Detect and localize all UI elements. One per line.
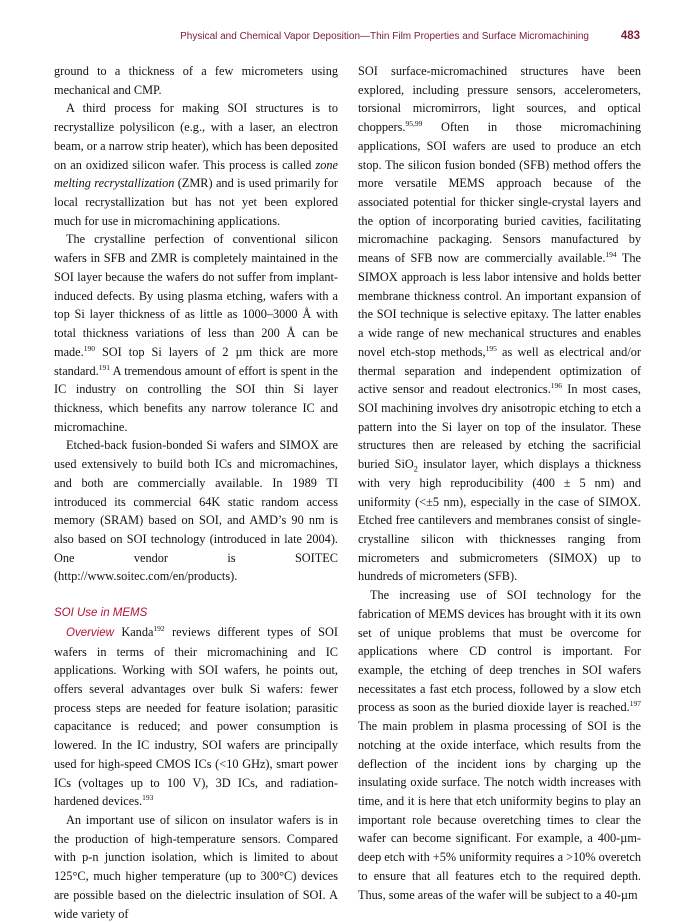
paragraph: Overview Kanda$^{192}$ reviews different types of SOI wafers in terms of their micromachining and IC applications. Working with SOI wafers, he points out, offers several advantages over bulk Si wafers: fewer process steps are needed for feature isolation; parasitic capacitance is reduced; and power consumption is lowered. In the IC industry, SOI wafers are principally used for high-speed CMOS ICs (<10 GHz), smart power ICs (voltages up to 100 V), 3D ICs, and radiation-hardened devices.$^{193}$ [54,623,338,809]
paragraph: The crystalline perfection of conventional silicon wafers in SFB and ZMR is completely maintained in the SOI layer because the wafers do not suffer from implant-induced defects. By using plasma etching, wafers with a top Si layer thickness of as little as 1000–3000 Å with total thickness variations of less than 200 Å can be made.$^{190}$ SOI top Si layers of 2 µm thick are more standard.$^{191}$ A tremendous amount of effort is spent in the IC industry on controlling the SOI thin Si layer thickness, which benefits any narrow tolerance IC and micromachine. [54,232,338,434]
page-header [0,31,695,47]
paragraph: An important use of silicon on insulator wafers is in the production of high-temperature sensors. Compared with p-n junction isolation, which is limited to about 125°C, much higher temperature (up to 300°C) devices are possible based on the dielectric insulation of SOI. A wide variety of [54,813,338,921]
citation: 194 [605,250,617,260]
term-zmr: zone melting recrystallization [54,157,338,191]
subheading: Overview [66,626,114,639]
page-number: 483 [620,30,640,42]
subscript: 2 [413,464,418,474]
running-title: Physical and Chemical Vapor Deposition—Thin Film Properties and Surface Micromachining [180,31,589,42]
citation: 196 [550,381,563,391]
citation: 191 [98,362,110,372]
citation: 190 [83,343,95,353]
citation: 95,99 [405,119,423,129]
paragraph: ground to a thickness of a few micrometers using mechanical and CMP. [54,64,338,97]
paragraph: The increasing use of SOI technology for the fabrication of MEMS devices has brought with it its own set of unique problems that must be overcome for applications where CD control is important. For example, the etching of deep trenches in SOI wafers necessitates a fast etch process, followed by a slow etch process as soon as the buried dioxide layer is reached.$^{197}$ The main problem in plasma processing of SOI is the notching at the oxide interface, which results from the deflection of the incident ions by charging up the insulating oxide surface. The notch width increases with time, and it is here that etch uniformity begins to play an important role because overetching times to clear the wafer can become significant. For example, a 400-µm-deep etch with +5% uniformity requires a >10% overetch to ensure that all features etch to the required depth. Thus, some areas of the wafer will be subject to a 40-µm [358,588,641,902]
right-column [358,62,641,904]
citation: 192 [153,623,165,633]
paragraph: A third process for making SOI structures is to recrystallize polysilicon (e.g., with a laser, an electron beam, or a narrow strip heater), which has been deposited on an oxidized silicon wafer. This process is called zone melting recrystallization (ZMR) and is used primarily for local recrystallization but has not yet been explored much for use in micromachining applications. [54,101,338,228]
paragraph: Etched-back fusion-bonded Si wafers and SIMOX are used extensively to build both ICs and micromachines, and both are commercially available. In 1989 TI introduced its commercial 64K static random access memory (SRAM) based on SOI, and AMD’s 90 nm is also based on SOI technology (introduced in late 2004). One vendor is SOITEC (http://www.soitec.com/en/products). [54,438,338,584]
left-column [54,62,338,923]
citation: 193 [142,793,154,803]
citation: 195 [485,343,497,353]
citation: 197 [629,699,641,709]
section-heading: SOI Use in MEMS [54,607,148,620]
paragraph: SOI surface-micromachined structures have been explored, including pressure sensors, accelerometers, torsional micromirrors, light sources, and optical choppers.$^{95,99}$ Often in those micromachining applications, SOI wafers are used to produce an etch stop. The silicon fusion bonded (SFB) method offers the more versatile MEMS approach because of the associated potential for thicker single-crystal layers and the option of incorporating buried cavities, facilitating micromachine packaging. Sensors manufactured by means of SFB now are commercially available.$^{194}$ The SIMOX approach is less labor intensive and holds better membrane thickness control. An important expansion of the SOI technique is selective epitaxy. The latter enables a wide range of new mechanical structures and enables novel etch-stop methods,$^{195}$ as well as electrical and/or thermal separation and independent optimization of active sensor and readout electronics.$^{196}$ In most cases, SOI machining involves dry anisotropic etching to etch a pattern into the Si layer on top of the insulator. These structures then are released by etching the sacrificial buried SiO$_2$ insulator layer, which displays a thickness with very high reproducibility (400 ± 5 nm) and uniformity (<±5 nm), especially in the case of SIMOX. Etched free cantilevers and membranes consist of single-crystalline silicon with thicknesses ranging from micrometers and submicrometers (SIMOX) up to hundreds of micrometers (SFB). [358,64,642,584]
